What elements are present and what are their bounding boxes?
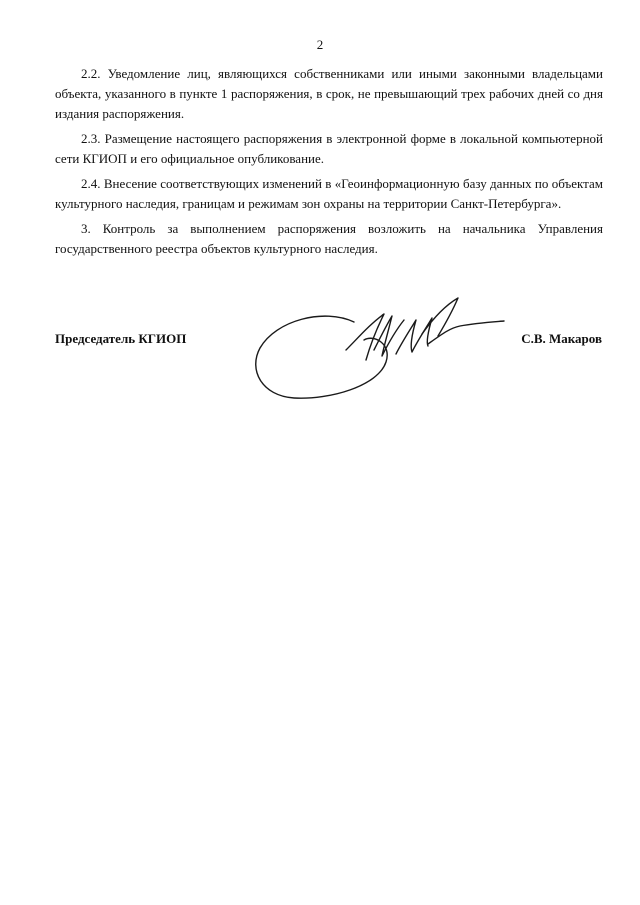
handwritten-signature [246,290,506,410]
paragraph-2-4: 2.4. Внесение соответствующих изменений в «Геоинформационную базу данных по объектам культурного наследия, границам и режимам зон охраны на территории Санкт-Петербурга». [55,176,603,211]
page-number: 2 [316,37,324,52]
paragraph-2-2: 2.2. Уведомление лиц, являющихся собственниками или иными законными владельцами объекта, указанного в пункте 1 распоряжения, в срок, не превышающий трех рабочих дней со дня издания распоряжения. [55,66,603,121]
paragraph-3: 3. Контроль за выполнением распоряжения возложить на начальника Управления государственного реестра объектов культурного наследия. [55,221,603,256]
paragraph-2-3: 2.3. Размещение настоящего распоряжения в электронной форме в локальной компьютерной сети КГИОП и его официальное опубликование. [55,131,603,166]
signer-position: Председатель КГИОП [55,331,187,346]
signer-name: С.В. Макаров [521,331,602,346]
document-body [55,64,603,264]
